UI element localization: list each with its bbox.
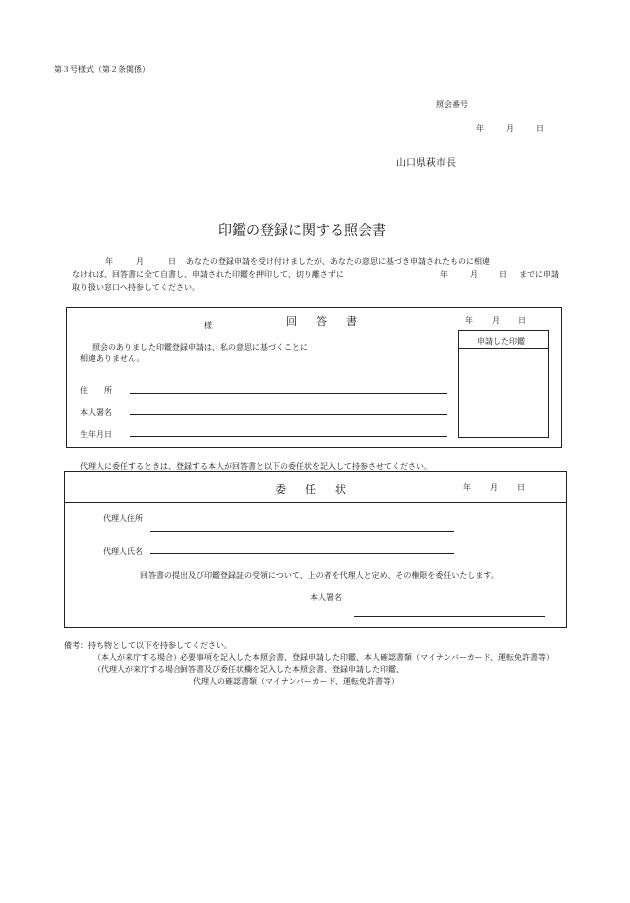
notes-self-text: 必要事項を記入した本照会書、登録申請した印鑑、本人確認書類（マイナンバーカード、運転免許書等） xyxy=(180,653,554,662)
page-title: 印鑑の登録に関する照会書 xyxy=(218,223,386,239)
proxy-month: 月 xyxy=(490,483,498,492)
intro-line-2: なければ、回答書に全て自書し、申請された印鑑を押印して、切り離さずに xyxy=(72,270,344,279)
proxy-heading: 委 任 状 xyxy=(275,483,350,496)
notes-line-1: 備考：持ち物として以下を持参してください。 xyxy=(64,641,232,650)
answer-day: 日 xyxy=(518,316,526,325)
date-month: 月 xyxy=(506,124,514,133)
proxy-note: 代理人に委任するときは、登録する本人が回答書と以下の委任状を記入して持参させてください。 xyxy=(80,462,432,471)
answer-honorific: 様 xyxy=(204,321,212,330)
intro-deadline-year: 年 xyxy=(440,270,448,279)
answer-statement-1: 照会のありました印鑑登録申請は、私の意思に基づくことに xyxy=(92,343,308,352)
birth-label: 生年月日 xyxy=(80,430,112,439)
notes-proxy-text-2: 代理人の確認書類（マイナンバーカード、運転免許書等） xyxy=(193,677,399,686)
intro-line-2-tail: までに申請 xyxy=(519,270,559,279)
intro-line-1: あなたの登録申請を受け付けましたが、あなたの意思に基づき申請されたものに相違 xyxy=(186,257,490,266)
intro-month: 月 xyxy=(136,257,144,266)
intro-deadline-day: 日 xyxy=(499,270,507,279)
proxy-name-label: 代理人氏名 xyxy=(103,547,143,556)
inquiry-number-label: 照会番号 xyxy=(436,100,468,109)
signature-label: 本人署名 xyxy=(80,408,112,417)
proxy-signature-field[interactable] xyxy=(354,616,545,617)
notes-self-label: （本人が来庁する場合） xyxy=(93,653,181,662)
intro-year: 年 xyxy=(105,257,113,266)
answer-heading: 回 答 書 xyxy=(286,315,361,328)
proxy-year: 年 xyxy=(463,483,471,492)
birth-field[interactable] xyxy=(130,436,447,437)
proxy-address-field[interactable] xyxy=(150,531,454,532)
seal-label: 申請した印鑑 xyxy=(477,337,525,346)
seal-box-divider xyxy=(458,348,549,349)
intro-line-3: 取り扱い窓口へ持参してください。 xyxy=(72,283,200,292)
proxy-address-label: 代理人住所 xyxy=(103,514,143,523)
date-year: 年 xyxy=(476,124,484,133)
proxy-name-field[interactable] xyxy=(150,553,454,554)
date-day: 日 xyxy=(536,124,544,133)
notes-proxy-text: 回答書及び委任状欄を記入した本照会書、登録申請した印鑑、 xyxy=(180,665,404,674)
intro-deadline-month: 月 xyxy=(470,270,478,279)
address-label: 住 所 xyxy=(80,386,112,395)
answer-year: 年 xyxy=(465,316,473,325)
address-field[interactable] xyxy=(130,393,447,394)
answer-month: 月 xyxy=(492,316,500,325)
proxy-statement: 回答書の提出及び印鑑登録証の受領について、上の者を代理人と定め、その権限を委任いたします。 xyxy=(140,571,499,580)
form-number: 第３号様式（第２条関係） xyxy=(54,65,150,74)
proxy-day: 日 xyxy=(517,483,525,492)
signature-field[interactable] xyxy=(130,414,447,415)
proxy-signature-label: 本人署名 xyxy=(310,593,342,602)
mayor-name: 山口県萩市長 xyxy=(396,158,456,169)
intro-day: 日 xyxy=(168,257,176,266)
proxy-header-divider xyxy=(64,502,567,503)
notes-proxy-label: （代理人が来庁する場合） xyxy=(93,665,189,674)
answer-statement-2: 相違ありません。 xyxy=(80,354,145,363)
